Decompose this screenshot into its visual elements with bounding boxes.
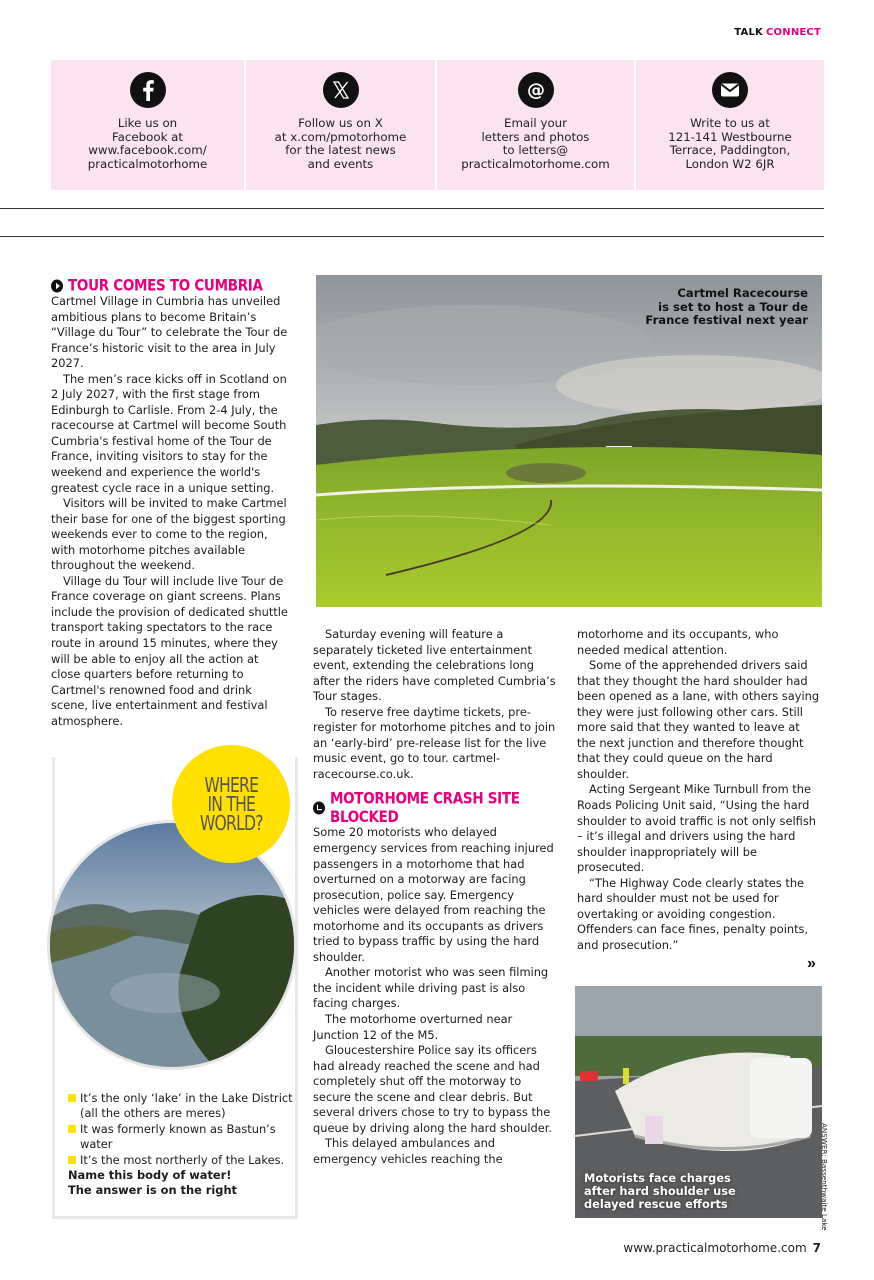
section-tag (734, 27, 821, 38)
crash-photo-caption: Motorists face charges after hard shoulder use delayed rescue efforts (584, 1171, 736, 1211)
section-label-talk: TALK (734, 27, 764, 38)
yellow-square-bullet (68, 1156, 76, 1164)
quiz-clue-text: It’s the only ‘lake’ in the Lake District (all the others are meres) (80, 1091, 293, 1121)
at-icon[interactable] (518, 72, 554, 108)
story-paragraph: The motorhome overturned near Junction 12 of the M5. (313, 1012, 513, 1042)
story-paragraph: Gloucestershire Police say its officers had already reached the scene and had completely shut off the motorway to secure the scene and clear debris. But several drivers chose to try to bypass the queue by driving along the hard shoulder. (313, 1043, 552, 1135)
contact-x (246, 60, 435, 190)
page-number: 7 (812, 1241, 821, 1255)
story-paragraph: Visitors will be invited to make Cartmel their base for one of the biggest sporting weekends ever to come to the region, with motorhome pitches available throughout the weekend. (51, 496, 287, 573)
quiz-hint: The answer is on the right (68, 1183, 238, 1198)
quiz-clues (68, 1091, 296, 1199)
story-cumbria-headline (51, 276, 291, 294)
divider-rule (0, 236, 824, 237)
contact-email (437, 60, 634, 190)
story-paragraph: Village du Tour will include live Tour de France coverage on giant screens. Plans include the provision of dedicated shuttle transport taking spectators to the race route in around 15 minutes, where they will be able to enjoy all the action at close quarters before returning to Cartmel's renowned food and drink scene, live entertainment and festival atmosphere. (51, 573, 288, 728)
lake-photo (47, 820, 297, 1070)
where-in-the-world-badge (172, 745, 290, 863)
envelope-icon[interactable] (712, 72, 748, 108)
yellow-square-bullet (68, 1094, 76, 1102)
story-crash-title: MOTORHOME CRASH SITE BLOCKED (330, 789, 520, 827)
story-paragraph: Acting Sergeant Mike Turnbull from the Roads Policing Unit said, “Using the hard shoulder to avoid traffic is not only selfish – it’s illegal and drivers using the hard shoulder inappropriately will be prosecuted. (577, 782, 816, 875)
contact-post (636, 60, 824, 190)
story-crash-headline (313, 790, 558, 827)
quiz-answer: ANSWER: Bassenthwaite Lake (820, 1123, 829, 1231)
story-paragraph: “The Highway Code clearly states the hard shoulder must not be used for overtaking or avoiding congestion. Offenders can face fines, penalty points, and prosecution.” (577, 875, 809, 952)
story-cumbria-column (51, 277, 291, 729)
clock-bullet-icon (313, 802, 325, 815)
footer-url[interactable]: www.practicalmotorhome.com (623, 1241, 807, 1255)
story-crash-continued-column (577, 627, 822, 953)
contact-post-text: Write to us at 121-141 Westbourne Terrace, Paddington, London W2 6JR (668, 116, 792, 171)
contact-panel (51, 60, 824, 190)
story-paragraph: The men’s race kicks off in Scotland on 2 July 2027, with the first stage from Edinburgh to Carlisle. From 2-4 July, the racecourse at Cartmel will become South Cumbria's festival home of the Tour de France, inviting visitors to stay for the weekend and experience the world's greatest cycle race in a unique setting. (51, 371, 287, 495)
racecourse-photo-caption: Cartmel Racecourse is set to host a Tour de France festival next year (645, 286, 808, 327)
story-paragraph: To reserve free daytime tickets, pre-register for motorhome pitches and to join an ‘early-bird’ pre-release list for the live music event, go to tour. cartmel-racecourse.co.uk. (313, 704, 556, 781)
quiz-clue (68, 1122, 296, 1153)
quiz-clue-text: It’s the most northerly of the Lakes. (80, 1152, 285, 1167)
story-cumbria-title: TOUR COMES TO CUMBRIA (68, 275, 263, 295)
quiz-question: Name this body of water! (68, 1168, 232, 1183)
contact-facebook-text: Like us on Facebook at www.facebook.com/ practicalmotorhome (87, 116, 208, 171)
quiz-clue (68, 1153, 296, 1168)
story-paragraph: This delayed ambulances and emergency vehicles reaching the (313, 1136, 503, 1166)
story-continued-column (313, 627, 558, 1168)
contact-x-text: Follow us on X at x.com/pmotorhome for the latest news and events (274, 116, 407, 171)
contact-email-text: Email your letters and photos to letters@ practicalmotorhome.com (461, 116, 610, 171)
page-footer (623, 1241, 821, 1255)
story-paragraph: Saturday evening will feature a separately ticketed live entertainment event, extending the celebrations long after the riders have completed Cumbria’s Tour stages. (313, 627, 556, 704)
where-in-the-world-label: WHERE IN THE WORLD? (199, 772, 263, 835)
quiz-clue (68, 1091, 296, 1122)
divider-rule (0, 208, 824, 209)
racecourse-photo (316, 275, 822, 607)
story-paragraph: Cartmel Village in Cumbria has unveiled ambitious plans to become Britain’s “Village du Tour” to celebrate the Tour de France’s historic visit to the area in July 2027. (51, 294, 288, 371)
story-paragraph: motorhome and its occupants, who needed medical attention. (577, 627, 779, 657)
section-label-connect: CONNECT (766, 27, 821, 38)
story-paragraph: Some 20 motorists who delayed emergency services from reaching injured passengers in a motorhome that had overturned on a motorway are facing prosecution, police say. Emergency vehicles were delayed from reaching the motorhome and its occupants as drivers tried to bypass traffic by using the hard shoulder. (313, 825, 554, 964)
x-icon[interactable] (323, 72, 359, 108)
facebook-icon[interactable] (130, 72, 166, 108)
arrow-bullet-icon (51, 279, 63, 292)
contact-facebook (51, 60, 244, 190)
crash-photo (575, 986, 822, 1218)
svg-text:@: @ (526, 80, 545, 101)
story-paragraph: Another motorist who was seen filming the incident while driving past is also facing charges. (313, 965, 549, 1011)
yellow-square-bullet (68, 1125, 76, 1133)
story-paragraph: Some of the apprehended drivers said that they thought the hard shoulder had been opened as a lane, with others saying they were just following other cars. Still more said that they wanted to leave at the next junction and therefore thought that they could queue on the hard shoulder. (577, 658, 820, 781)
quiz-clue-text: It was formerly known as Bastun’s water (80, 1121, 276, 1152)
continue-arrow-icon: » (807, 955, 813, 972)
